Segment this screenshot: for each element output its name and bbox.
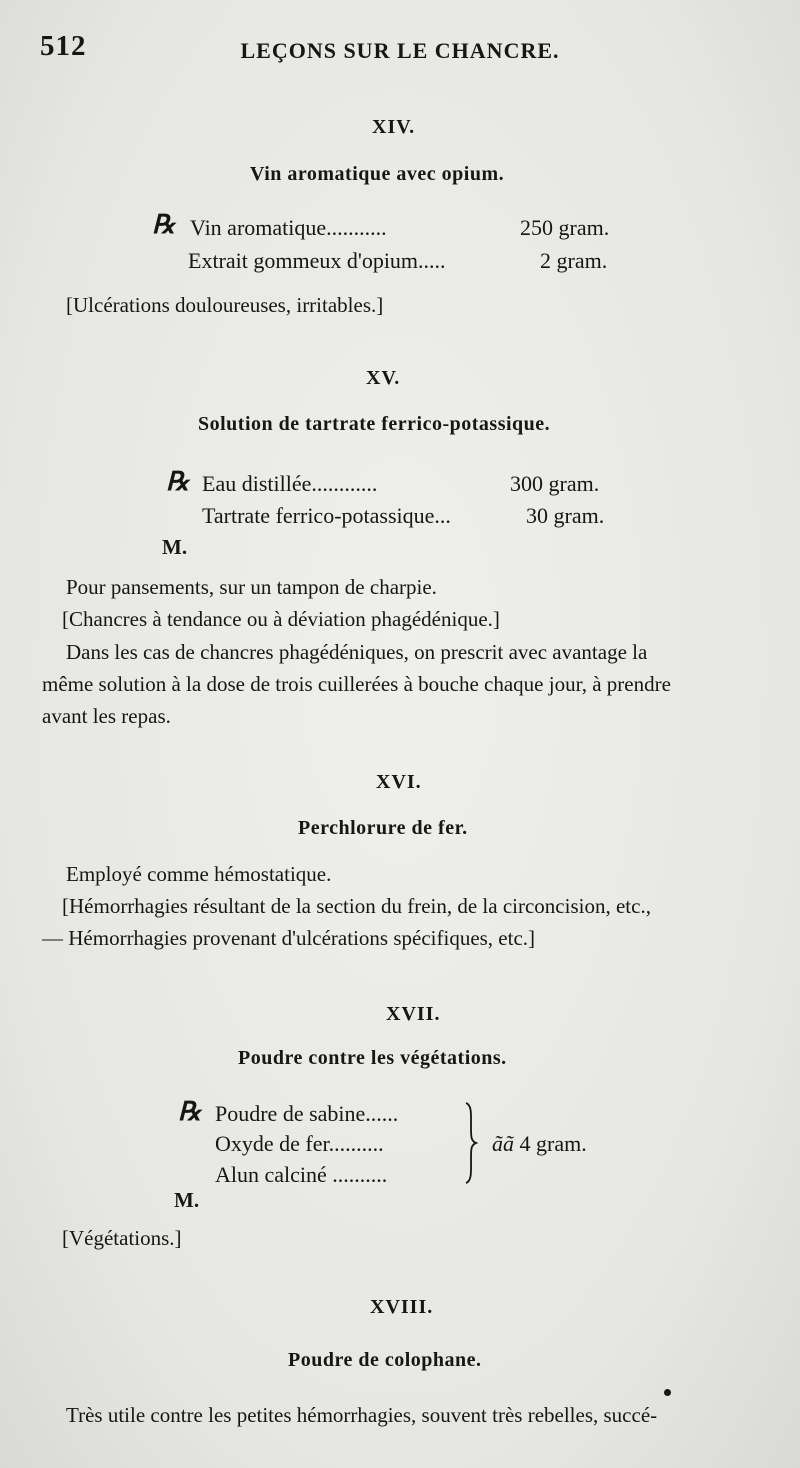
text-line: Très utile contre les petites hémorrhagies, souvent très rebelles, succé- bbox=[66, 1403, 658, 1427]
running-head: LEÇONS SUR LE CHANCRE. bbox=[240, 38, 560, 63]
misce-mark: M. bbox=[174, 1188, 200, 1212]
section-title: Perchlorure de fer. bbox=[298, 817, 468, 839]
section-title: Poudre contre les végétations. bbox=[238, 1047, 507, 1069]
ink-speck bbox=[664, 1389, 671, 1396]
section-title: Poudre de colophane. bbox=[288, 1349, 482, 1371]
recipe-symbol-icon: ℞ bbox=[152, 210, 176, 239]
section-title: Solution de tartrate ferrico-potassique. bbox=[198, 413, 551, 435]
ana-abbreviation: ãã bbox=[492, 1131, 514, 1156]
ingredient-qty: 250 gram. bbox=[520, 215, 610, 240]
ingredient-name: Poudre de sabine...... bbox=[215, 1101, 399, 1126]
indication-note: [Chancres à tendance ou à déviation phagédénique.] bbox=[62, 607, 500, 631]
grouping-brace bbox=[462, 1101, 480, 1185]
ingredient-name: Tartrate ferrico-potassique... bbox=[202, 503, 451, 528]
ingredient-qty: 30 gram. bbox=[526, 503, 605, 528]
ingredient-name: Eau distillée............ bbox=[202, 471, 378, 496]
text-line: Pour pansements, sur un tampon de charpie. bbox=[66, 575, 437, 599]
ingredient-name: Oxyde de fer.......... bbox=[215, 1131, 384, 1156]
indication-note: [Végétations.] bbox=[62, 1226, 182, 1250]
ingredient-name: Alun calciné .......... bbox=[215, 1162, 388, 1187]
section-numeral: XVI. bbox=[376, 771, 422, 793]
text-line: avant les repas. bbox=[42, 704, 171, 728]
ingredient-qty: 300 gram. bbox=[510, 471, 600, 496]
indication-note: [Ulcérations douloureuses, irritables.] bbox=[66, 293, 384, 317]
indication-note: [Hémorrhagies résultant de la section du frein, de la circoncision, etc., bbox=[62, 894, 651, 918]
section-numeral: XVII. bbox=[386, 1003, 441, 1025]
section-numeral: XIV. bbox=[372, 116, 416, 138]
text-line: Employé comme hémostatique. bbox=[66, 862, 332, 886]
recipe-symbol-icon: ℞ bbox=[178, 1097, 202, 1126]
ingredient-qty: 2 gram. bbox=[540, 248, 608, 273]
section-numeral: XV. bbox=[366, 367, 401, 389]
section-numeral: XVIII. bbox=[370, 1296, 434, 1318]
section-title: Vin aromatique avec opium. bbox=[250, 163, 505, 185]
indication-note: — Hémorrhagies provenant d'ulcérations spécifiques, etc.] bbox=[42, 926, 536, 950]
ingredient-name: Extrait gommeux d'opium..... bbox=[188, 248, 446, 273]
misce-mark: M. bbox=[162, 535, 188, 559]
dosage-label bbox=[492, 1131, 587, 1157]
ingredient-qty: 4 gram. bbox=[519, 1131, 587, 1156]
text-line: même solution à la dose de trois cuillerées à bouche chaque jour, à prendre bbox=[42, 672, 671, 696]
text-line: Dans les cas de chancres phagédéniques, on prescrit avec avantage la bbox=[66, 640, 648, 664]
recipe-symbol-icon: ℞ bbox=[166, 467, 190, 496]
ingredient-name: Vin aromatique........... bbox=[190, 215, 387, 240]
page-number: 512 bbox=[40, 30, 87, 62]
